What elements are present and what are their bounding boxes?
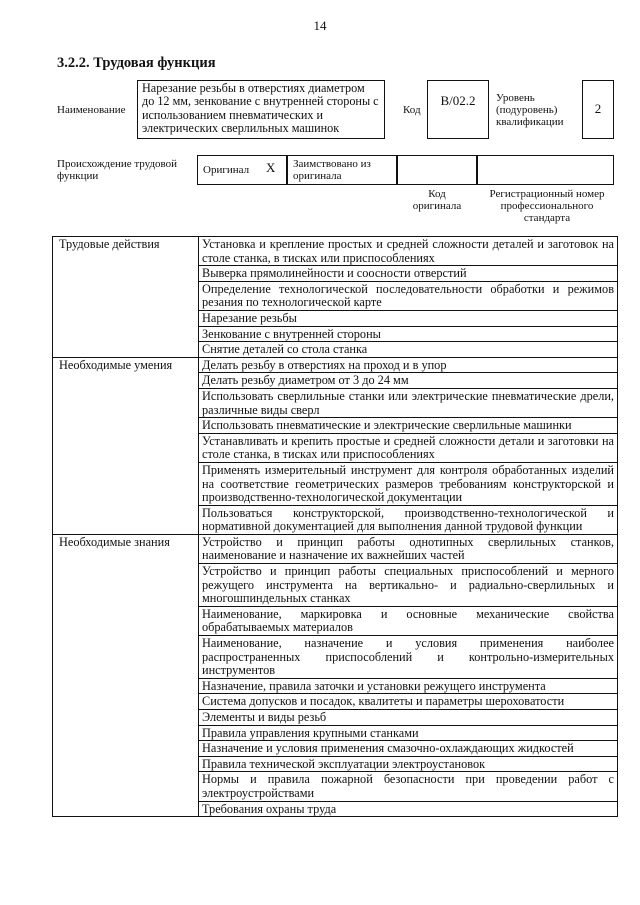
- borrowed-cell: [287, 155, 397, 185]
- section-item: Установка и крепление простых и средней сложности деталей и заготовок на столе станка, в тисках или приспособлениях: [199, 237, 618, 266]
- section-category: Необходимые знания: [53, 534, 199, 816]
- section-item: Делать резьбу в отверстиях на проход и в упор: [199, 357, 618, 373]
- section-item: Элементы и виды резьб: [199, 710, 618, 726]
- section-item: Нормы и правила пожарной безопасности при проведении работ с электроустройствами: [199, 772, 618, 801]
- section-item: Применять измерительный инструмент для контроля обработанных изделий на соответствие геометрических размеров требованиям конструкторской и производственно-технологической документации: [199, 462, 618, 505]
- level-label: Уровень (подуровень) квалификации: [496, 92, 564, 128]
- qualification-level: 2: [582, 80, 614, 139]
- code-label: Код: [403, 104, 421, 116]
- function-code: B/02.2: [427, 80, 489, 139]
- section-item: Устройство и принцип работы однотипных сверлильных станков, наименование и назначение их важнейших частей: [199, 534, 618, 563]
- section-item: Устанавливать и крепить простые и средней сложности детали и заготовки на столе станка, в тисках или приспособлениях: [199, 433, 618, 462]
- section-item: Назначение, правила заточки и установки режущего инструмента: [199, 678, 618, 694]
- table-row: [53, 237, 618, 266]
- section-item: Снятие деталей со стола станка: [199, 342, 618, 358]
- section-item: Использовать сверлильные станки или электрические пневматические дрели, различные виды сверл: [199, 388, 618, 417]
- table-row: [53, 357, 618, 373]
- section-category: Трудовые действия: [53, 237, 199, 358]
- section-title: 3.2.2. Трудовая функция: [57, 55, 216, 71]
- page-number: 14: [313, 18, 327, 33]
- section-item: Правила технической эксплуатации электроустановок: [199, 756, 618, 772]
- section-item: Наименование, маркировка и основные механические свойства обрабатываемых материалов: [199, 606, 618, 635]
- section-item: Делать резьбу диаметром от 3 до 24 мм: [199, 373, 618, 389]
- function-title: Нарезание резьбы в отверстиях диаметром до 12 мм, зенкование с внутренней стороны с использованием пневматических и электрических сверлильных машинок: [137, 80, 385, 139]
- section-item: Устройство и принцип работы специальных приспособлений и мерного режущего инструмента на вертикально- и радиально-сверлильных и многошпиндельных станках: [199, 564, 618, 607]
- table-row: [53, 534, 618, 563]
- section-category: Необходимые умения: [53, 357, 199, 534]
- section-item: Назначение и условия применения смазочно-охлаждающих жидкостей: [199, 741, 618, 757]
- original-code-label: Код оригинала: [412, 188, 462, 212]
- borrowed-label: Заимствовано из оригинала: [293, 158, 371, 182]
- section-item: Нарезание резьбы: [199, 310, 618, 326]
- function-table-body: [53, 237, 618, 817]
- original-cell: [197, 155, 287, 185]
- original-mark: X: [266, 160, 276, 175]
- original-label: Оригинал: [203, 164, 250, 176]
- section-item: Определение технологической последовательности обработки и режимов резания по технологической карте: [199, 281, 618, 310]
- section-item: Наименование, назначение и условия применения наиболее распространенных приспособлений и контрольно-измерительных инструментов: [199, 636, 618, 679]
- section-item: Требования охраны труда: [199, 801, 618, 817]
- section-item: Правила управления крупными станками: [199, 725, 618, 741]
- origin-label: Происхождение трудовой функции: [57, 158, 178, 182]
- section-item: Выверка прямолинейности и соосности отверстий: [199, 266, 618, 282]
- section-item: Система допусков и посадок, квалитеты и параметры шероховатости: [199, 694, 618, 710]
- original-code-cell: [397, 155, 477, 185]
- reg-number-label: Регистрационный номер профессионального стандарта: [489, 188, 605, 224]
- section-item: Пользоваться конструкторской, производственно-технологической и нормативной документацией для выполнения данной трудовой функции: [199, 505, 618, 534]
- section-item: Зенкование с внутренней стороны: [199, 326, 618, 342]
- section-item: Использовать пневматические и электрические сверлильные машинки: [199, 418, 618, 434]
- function-table: [52, 236, 618, 817]
- name-label: Наименование: [57, 104, 126, 116]
- reg-number-cell: [477, 155, 614, 185]
